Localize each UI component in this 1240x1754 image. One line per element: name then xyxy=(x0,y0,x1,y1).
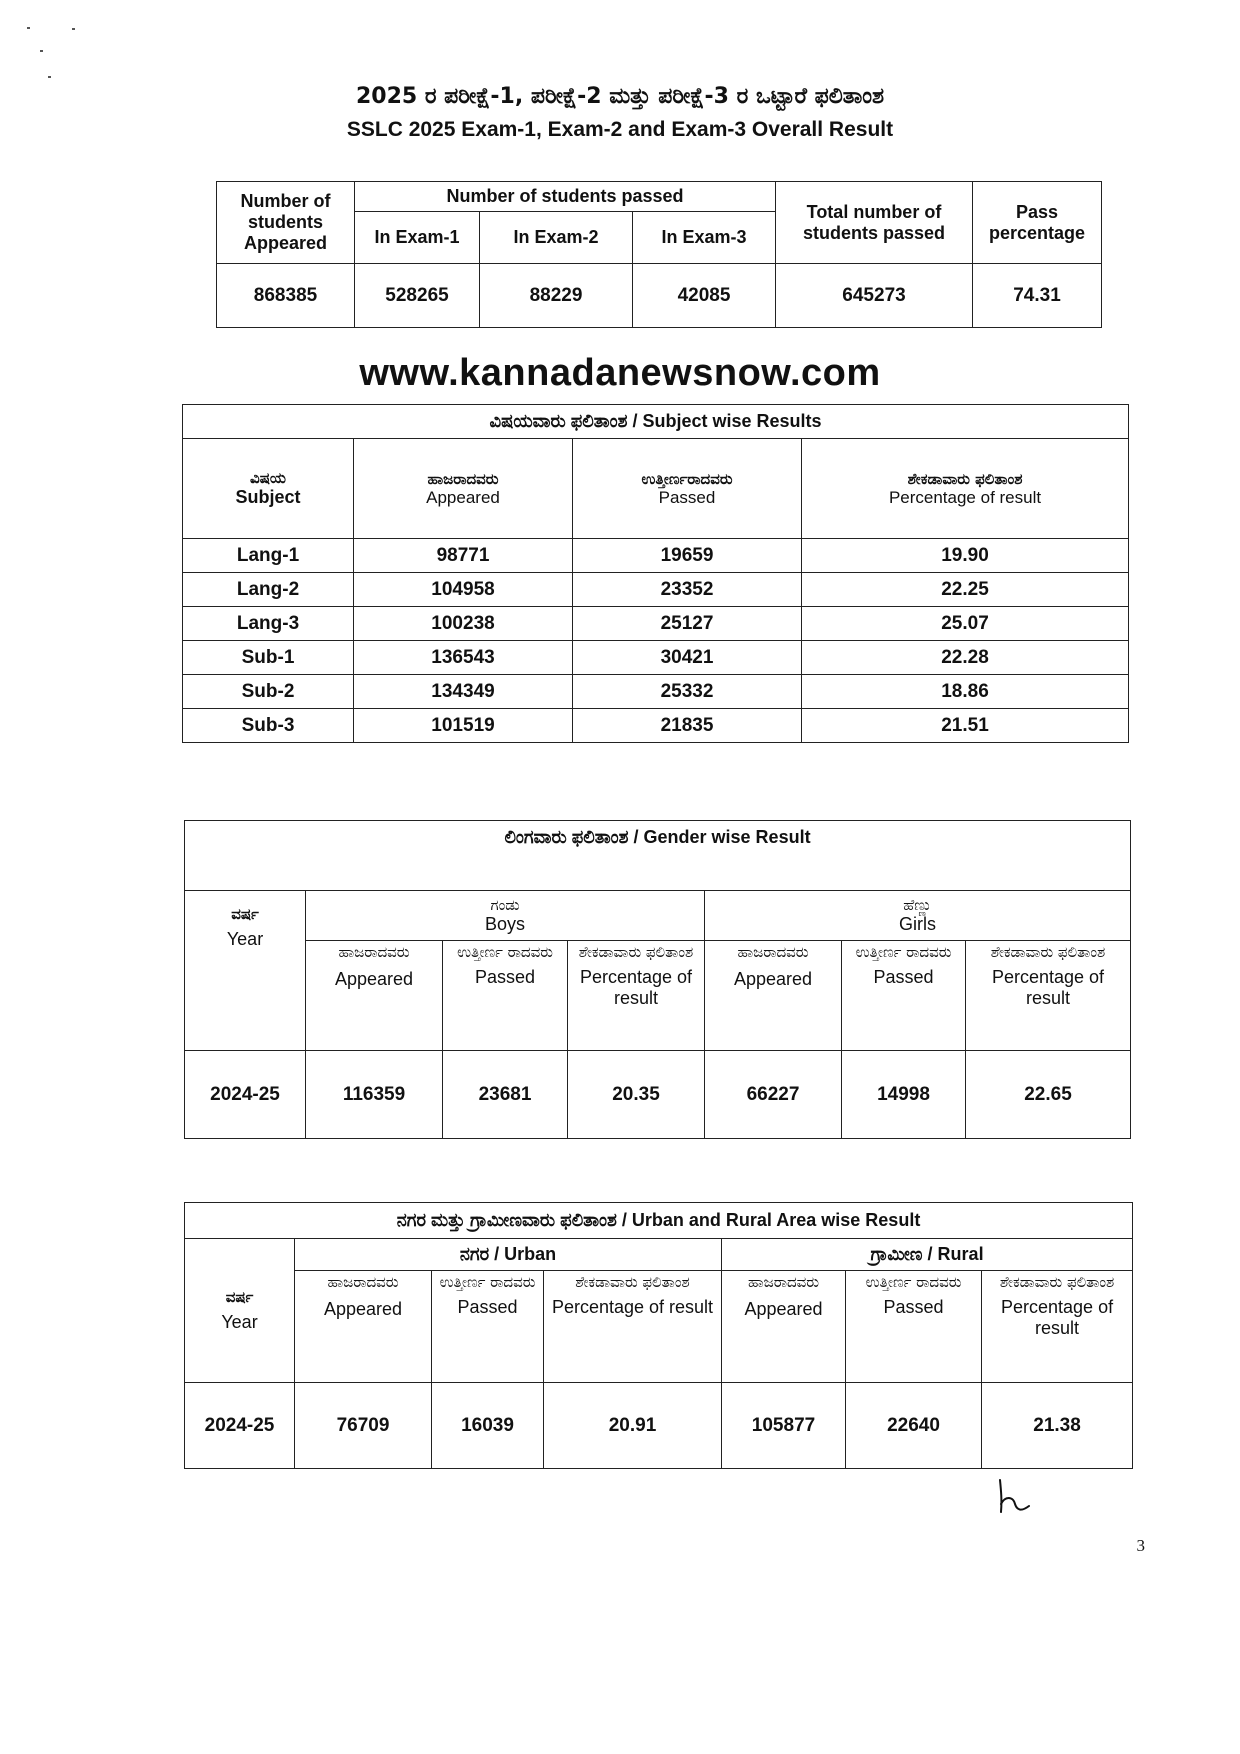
area-col-year xyxy=(185,1239,295,1383)
subject-name: Lang-3 xyxy=(183,607,354,641)
subject-col-pct xyxy=(802,439,1129,539)
girls-col-pct xyxy=(966,941,1131,1051)
table-row xyxy=(183,641,1129,675)
girls-col-passed xyxy=(842,941,966,1051)
overall-exam-1: 528265 xyxy=(355,264,480,328)
subject-name: Lang-2 xyxy=(183,573,354,607)
page-number: 3 xyxy=(1136,1536,1145,1555)
subject-pct: 19.90 xyxy=(802,539,1129,573)
rural-appeared: 105877 xyxy=(722,1383,846,1469)
area-wise-table xyxy=(184,1202,1133,1469)
table-row xyxy=(183,675,1129,709)
subject-passed: 19659 xyxy=(573,539,802,573)
subject-passed: 25332 xyxy=(573,675,802,709)
rural-col-appeared xyxy=(722,1271,846,1383)
girls-col-appeared-en: Appeared xyxy=(733,969,813,989)
area-col-year-en: Year xyxy=(221,1312,258,1332)
boys-passed: 23681 xyxy=(443,1051,568,1139)
subject-appeared: 134349 xyxy=(354,675,573,709)
urban-col-passed-kn: ಉತ್ತೀರ್ಣ ರಾದವರು xyxy=(439,1273,536,1291)
subject-col-subject-kn: ವಿಷಯ xyxy=(250,469,286,487)
area-col-year-kn: ವರ್ಷ xyxy=(225,1288,254,1306)
subject-col-passed-en: Passed xyxy=(658,487,716,507)
boys-col-passed xyxy=(443,941,568,1051)
col-exam-3: In Exam-3 xyxy=(633,212,776,264)
boys-col-pct-kn: ಶೇಕಡಾವಾರು ಫಲಿತಾಂಶ xyxy=(578,943,694,961)
subject-appeared: 100238 xyxy=(354,607,573,641)
girls-pct: 22.65 xyxy=(966,1051,1131,1139)
col-students-appeared: Number of students Appeared xyxy=(217,182,355,264)
subject-passed: 25127 xyxy=(573,607,802,641)
rural-col-appeared-kn: ಹಾಜರಾದವರು xyxy=(747,1273,820,1291)
website-watermark: www.kannadanewsnow.com xyxy=(359,352,881,394)
subject-appeared: 101519 xyxy=(354,709,573,743)
rural-col-appeared-en: Appeared xyxy=(744,1299,823,1319)
subject-pct: 21.51 xyxy=(802,709,1129,743)
subject-name: Sub-3 xyxy=(183,709,354,743)
area-year: 2024-25 xyxy=(185,1383,295,1469)
gender-table-title: ಲಿಂಗವಾರು ಫಲಿತಾಂಶ / Gender wise Result xyxy=(185,821,1131,891)
col-students-passed-group: Number of students passed xyxy=(355,182,776,212)
girls-col-appeared-kn: ಹಾಜರಾದವರು xyxy=(737,943,809,961)
subject-pct: 22.28 xyxy=(802,641,1129,675)
gender-col-boys-en: Boys xyxy=(484,914,526,934)
boys-col-appeared xyxy=(306,941,443,1051)
subject-name: Sub-1 xyxy=(183,641,354,675)
girls-col-appeared xyxy=(705,941,842,1051)
rural-col-passed-en: Passed xyxy=(883,1297,944,1317)
boys-col-passed-kn: ಉತ್ತೀರ್ಣ ರಾದವರು xyxy=(457,943,553,961)
gender-col-boys-kn: ಗಂಡು xyxy=(490,896,520,914)
rural-col-pct-en: Percentage of result xyxy=(1001,1297,1114,1338)
rural-passed: 22640 xyxy=(846,1383,982,1469)
subject-col-appeared-kn: ಹಾಜರಾದವರು xyxy=(427,469,499,488)
subject-pct: 18.86 xyxy=(802,675,1129,709)
overall-total: 645273 xyxy=(776,264,973,328)
urban-pct: 20.91 xyxy=(544,1383,722,1469)
subject-col-subject xyxy=(183,439,354,539)
girls-col-pct-en: Percentage of result xyxy=(991,967,1105,1008)
urban-appeared: 76709 xyxy=(295,1383,432,1469)
subject-name: Lang-1 xyxy=(183,539,354,573)
area-col-rural: ಗ್ರಾಮೀಣ / Rural xyxy=(722,1239,1133,1271)
overall-pct: 74.31 xyxy=(973,264,1102,328)
overall-appeared: 868385 xyxy=(217,264,355,328)
subject-col-passed-kn: ಉತ್ತೀರ್ಣರಾದವರು xyxy=(641,469,733,488)
subject-appeared: 136543 xyxy=(354,641,573,675)
subject-pct: 22.25 xyxy=(802,573,1129,607)
gender-col-girls-kn: ಹೆಣ್ಣು xyxy=(903,896,932,914)
rural-pct: 21.38 xyxy=(982,1383,1133,1469)
table-row xyxy=(185,1383,1133,1469)
table-row xyxy=(183,539,1129,573)
scan-mark xyxy=(27,27,30,29)
urban-col-appeared-kn: ಹಾಜರಾದವರು xyxy=(327,1273,399,1291)
subject-passed: 23352 xyxy=(573,573,802,607)
subject-appeared: 104958 xyxy=(354,573,573,607)
subject-pct: 25.07 xyxy=(802,607,1129,641)
gender-col-girls-en: Girls xyxy=(899,914,937,934)
girls-col-passed-kn: ಉತ್ತೀರ್ಣ ರಾದವರು xyxy=(855,943,952,961)
subject-col-passed xyxy=(573,439,802,539)
col-pass-percentage: Pass percentage xyxy=(973,182,1102,264)
subject-col-appeared xyxy=(354,439,573,539)
boys-col-pct-en: Percentage of result xyxy=(579,967,693,1008)
document-title-english: SSLC 2025 Exam-1, Exam-2 and Exam-3 Overall Result xyxy=(346,118,894,141)
document-title-kannada: 2025 ರ ಪರೀಕ್ಷೆ-1, ಪರೀಕ್ಷೆ-2 ಮತ್ತು ಪರೀಕ್ಷೆ-3 ರ ಒಟ್ಟಾರೆ ಫಲಿತಾಂಶ xyxy=(355,84,885,109)
table-row xyxy=(183,607,1129,641)
scan-mark xyxy=(72,28,75,30)
subject-passed: 30421 xyxy=(573,641,802,675)
urban-col-appeared xyxy=(295,1271,432,1383)
boys-appeared: 116359 xyxy=(306,1051,443,1139)
gender-year: 2024-25 xyxy=(185,1051,306,1139)
scan-mark xyxy=(48,76,51,78)
girls-col-passed-en: Passed xyxy=(873,967,934,987)
subject-col-appeared-en: Appeared xyxy=(426,487,500,507)
urban-col-pct xyxy=(544,1271,722,1383)
girls-col-pct-kn: ಶೇಕಡಾವಾರು ಫಲಿತಾಂಶ xyxy=(990,943,1106,961)
gender-col-year-kn: ವರ್ಷ xyxy=(231,905,259,923)
rural-col-pct xyxy=(982,1271,1133,1383)
table-row xyxy=(183,573,1129,607)
subject-table-title: ವಿಷಯವಾರು ಫಲಿತಾಂಶ / Subject wise Results xyxy=(183,405,1129,439)
gender-col-boys xyxy=(306,891,705,941)
urban-col-passed-en: Passed xyxy=(457,1297,518,1317)
subject-col-subject-en: Subject xyxy=(235,487,301,507)
boys-col-passed-en: Passed xyxy=(474,967,536,987)
col-exam-1: In Exam-1 xyxy=(355,212,480,264)
table-row xyxy=(185,1051,1131,1139)
subject-col-pct-en: Percentage of result xyxy=(888,487,1042,507)
rural-col-passed-kn: ಉತ್ತೀರ್ಣ ರಾದವರು xyxy=(865,1273,962,1291)
area-col-urban: ನಗರ / Urban xyxy=(295,1239,722,1271)
girls-appeared: 66227 xyxy=(705,1051,842,1139)
col-exam-2: In Exam-2 xyxy=(480,212,633,264)
overall-exam-3: 42085 xyxy=(633,264,776,328)
boys-col-appeared-kn: ಹಾಜರಾದವರು xyxy=(338,943,410,961)
subject-wise-table xyxy=(182,404,1129,743)
subject-name: Sub-2 xyxy=(183,675,354,709)
rural-col-passed xyxy=(846,1271,982,1383)
urban-col-passed xyxy=(432,1271,544,1383)
urban-col-appeared-en: Appeared xyxy=(323,1299,403,1319)
subject-col-pct-kn: ಶೇಕಡಾವಾರು ಫಲಿತಾಂಶ xyxy=(907,469,1023,488)
gender-col-girls xyxy=(705,891,1131,941)
boys-col-appeared-en: Appeared xyxy=(334,969,414,989)
table-row xyxy=(183,709,1129,743)
boys-pct: 20.35 xyxy=(568,1051,705,1139)
urban-col-pct-kn: ಶೇಕಡಾವಾರು ಫಲಿತಾಂಶ xyxy=(575,1273,690,1291)
girls-passed: 14998 xyxy=(842,1051,966,1139)
scan-mark xyxy=(40,50,43,52)
urban-passed: 16039 xyxy=(432,1383,544,1469)
boys-col-pct xyxy=(568,941,705,1051)
handwritten-initial-mark xyxy=(995,1478,1035,1518)
gender-col-year-en: Year xyxy=(226,929,264,949)
subject-appeared: 98771 xyxy=(354,539,573,573)
gender-wise-table xyxy=(184,820,1131,1139)
urban-col-pct-en: Percentage of result xyxy=(551,1297,714,1317)
overall-result-table xyxy=(216,181,1102,328)
rural-col-pct-kn: ಶೇಕಡಾವಾರು ಫಲಿತಾಂಶ xyxy=(999,1273,1115,1291)
subject-passed: 21835 xyxy=(573,709,802,743)
overall-exam-2: 88229 xyxy=(480,264,633,328)
gender-col-year xyxy=(185,891,306,1051)
area-table-title: ನಗರ ಮತ್ತು ಗ್ರಾಮೀಣವಾರು ಫಲಿತಾಂಶ / Urban and Rural Area wise Result xyxy=(185,1203,1133,1239)
col-total-passed: Total number of students passed xyxy=(776,182,973,264)
